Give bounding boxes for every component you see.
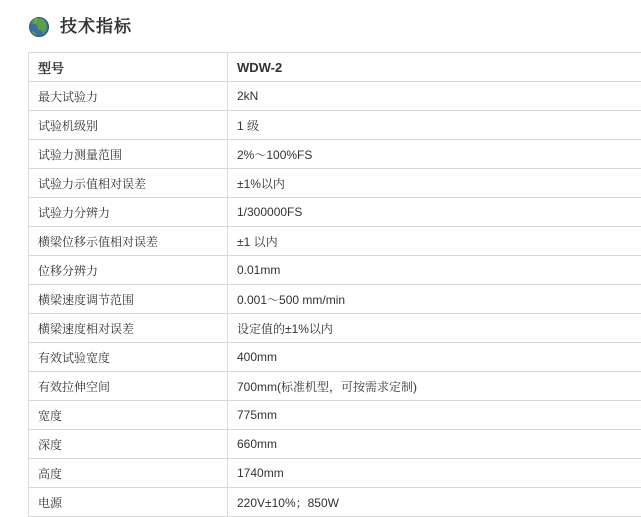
spec-value: 700mm(标准机型，可按需求定制) bbox=[228, 372, 641, 401]
page-title: 技术指标 bbox=[60, 16, 132, 38]
table-row bbox=[29, 285, 641, 314]
spec-value: 0.01mm bbox=[228, 256, 641, 285]
spec-label: 深度 bbox=[29, 430, 228, 459]
spec-label: 横梁位移示值相对误差 bbox=[29, 227, 228, 256]
spec-label: 位移分辨力 bbox=[29, 256, 228, 285]
spec-value: 660mm bbox=[228, 430, 641, 459]
spec-value: 1/300000FS bbox=[228, 198, 641, 227]
spec-value: 2kN bbox=[228, 82, 641, 111]
table-row bbox=[29, 256, 641, 285]
spec-label: 有效试验宽度 bbox=[29, 343, 228, 372]
table-row bbox=[29, 314, 641, 343]
spec-value: 0.001～500 mm/min bbox=[228, 285, 641, 314]
table-row bbox=[29, 372, 641, 401]
spec-table bbox=[28, 52, 641, 517]
table-row bbox=[29, 459, 641, 488]
spec-value: 1740mm bbox=[228, 459, 641, 488]
spec-value: 设定值的±1%以内 bbox=[228, 314, 641, 343]
table-row bbox=[29, 111, 641, 140]
spec-label: 试验力分辨力 bbox=[29, 198, 228, 227]
spec-label: 高度 bbox=[29, 459, 228, 488]
spec-label: 有效拉伸空间 bbox=[29, 372, 228, 401]
spec-label: 横梁速度相对误差 bbox=[29, 314, 228, 343]
globe-icon bbox=[28, 16, 50, 38]
spec-label: 宽度 bbox=[29, 401, 228, 430]
spec-value: ±1 以内 bbox=[228, 227, 641, 256]
spec-value: 400mm bbox=[228, 343, 641, 372]
spec-table-body bbox=[29, 53, 641, 517]
table-row bbox=[29, 140, 641, 169]
spec-value: ±1%以内 bbox=[228, 169, 641, 198]
table-row bbox=[29, 53, 641, 82]
spec-label: 试验力示值相对误差 bbox=[29, 169, 228, 198]
spec-value: 220V±10%；850W bbox=[228, 488, 641, 517]
spec-label: 横梁速度调节范围 bbox=[29, 285, 228, 314]
spec-label: 试验机级别 bbox=[29, 111, 228, 140]
page-title-row bbox=[14, 10, 627, 44]
spec-value: WDW-2 bbox=[228, 53, 641, 82]
spec-value: 2%～100%FS bbox=[228, 140, 641, 169]
spec-value: 775mm bbox=[228, 401, 641, 430]
table-row bbox=[29, 227, 641, 256]
table-row bbox=[29, 82, 641, 111]
table-row bbox=[29, 401, 641, 430]
spec-value: 1 级 bbox=[228, 111, 641, 140]
table-row bbox=[29, 488, 641, 517]
table-row bbox=[29, 343, 641, 372]
table-row bbox=[29, 430, 641, 459]
spec-label: 试验力测量范围 bbox=[29, 140, 228, 169]
spec-label: 最大试验力 bbox=[29, 82, 228, 111]
table-row bbox=[29, 169, 641, 198]
spec-label: 电源 bbox=[29, 488, 228, 517]
table-row bbox=[29, 198, 641, 227]
spec-label: 型号 bbox=[29, 53, 228, 82]
